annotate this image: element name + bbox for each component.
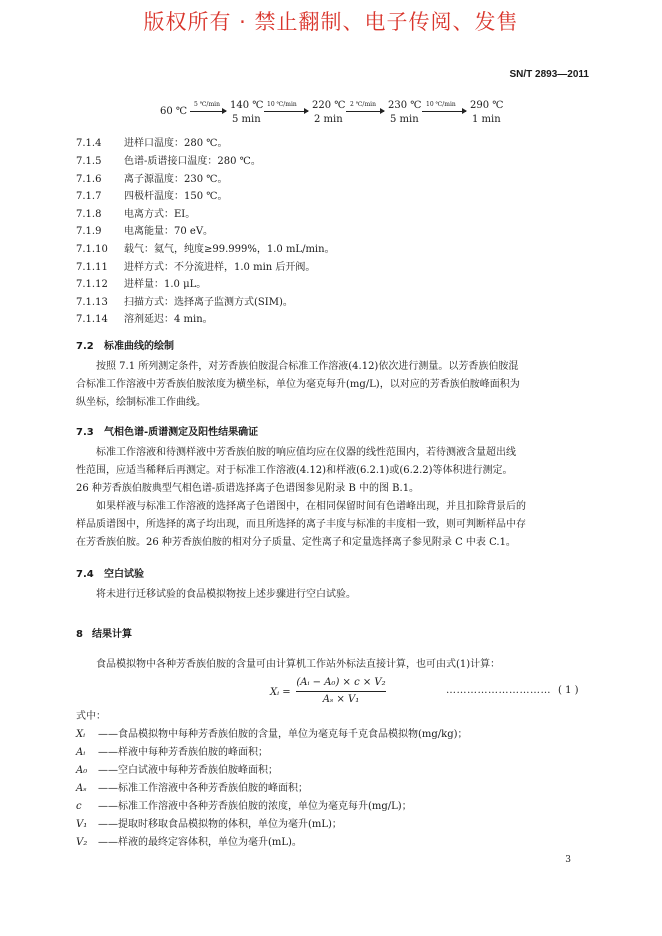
rate-3: 2 ℃/min xyxy=(350,101,376,108)
variable-description: ——空白试液中每种芳香族伯胺峰面积； xyxy=(98,765,278,776)
variable-symbol: V₁ xyxy=(76,819,88,830)
temp-4: 290 ℃ xyxy=(470,100,504,111)
condition-text: 载气：氦气，纯度≥99.999%，1.0 mL/min。 xyxy=(124,244,335,255)
variable-definition xyxy=(76,762,468,780)
rate-1: 5 ℃/min xyxy=(194,101,220,108)
paragraph-line: 食品模拟物中各种芳香族伯胺的含量可由计算机工作站外标法直接计算，也可由式(1)计算： xyxy=(96,659,501,670)
variable-definition xyxy=(76,798,468,816)
paragraph-7-4 xyxy=(76,586,588,604)
variable-symbol: Aᵢ xyxy=(76,747,86,758)
condition-number: 7.1.7 xyxy=(76,191,102,202)
section-title: 空白试验 xyxy=(104,569,144,580)
condition-row xyxy=(76,170,227,185)
formula-denominator: Aₛ × V₁ xyxy=(322,694,360,705)
condition-number: 7.1.8 xyxy=(76,209,102,220)
section-title: 结果计算 xyxy=(92,629,132,640)
where-label: 式中： xyxy=(76,711,106,722)
paragraph-line: 将未进行迁移试验的食品模拟物按上述步骤进行空白试验。 xyxy=(96,589,356,600)
condition-row xyxy=(76,152,261,167)
condition-text: 电离能量：70 eV。 xyxy=(124,226,214,237)
paragraph-line: 性范围，应适当稀释后再测定。对于标准工作溶液(4.12)和样液(6.2.1)或(6.2.2)等体积进行测定。 xyxy=(76,465,513,476)
variable-description: ——标准工作溶液中各种芳香族伯胺的浓度，单位为毫克每升(mg/L)； xyxy=(98,801,412,812)
hold-1: 5 min xyxy=(232,114,261,125)
copyright-watermark: 版权所有 · 禁止翻制、电子传阅、发售 xyxy=(143,10,519,34)
arrow-1 xyxy=(190,111,226,112)
condition-number: 7.1.10 xyxy=(76,244,108,255)
hold-3: 5 min xyxy=(390,114,419,125)
temp-3: 230 ℃ xyxy=(388,100,422,111)
variable-description: ——样液的最终定容体积，单位为毫升(mL)。 xyxy=(98,837,302,848)
arrow-2 xyxy=(264,111,308,112)
section-number: 7.4 xyxy=(76,569,94,580)
section-title: 气相色谱-质谱测定及阳性结果确证 xyxy=(104,427,259,438)
arrow-4 xyxy=(422,111,466,112)
section-title: 标准曲线的绘制 xyxy=(104,341,174,352)
paragraph-line: 按照 7.1 所列测定条件，对芳香族伯胺混合标准工作溶液(4.12)依次进行测量。以芳香族伯胺混 xyxy=(96,361,519,372)
condition-number: 7.1.5 xyxy=(76,156,102,167)
condition-number: 7.1.13 xyxy=(76,297,108,308)
paragraph-line: 26 种芳香族伯胺典型气相色谱-质谱选择离子色谱图参见附录 B 中的图 B.1。 xyxy=(76,483,420,494)
paragraph-line: 如果样液与标准工作溶液的选择离子色谱图中，在相同保留时间有色谱峰出现，并且扣除背景后的 xyxy=(96,501,526,512)
paragraph-8-intro xyxy=(76,656,588,674)
variable-description: ——标准工作溶液中各种芳香族伯胺的峰面积； xyxy=(98,783,308,794)
variable-description: ——提取时移取食品模拟物的体积，单位为毫升(mL)； xyxy=(98,819,342,830)
condition-text: 进样方式：不分流进样，1.0 min 后开阀。 xyxy=(124,262,316,273)
section-number: 7.3 xyxy=(76,427,94,438)
arrow-3 xyxy=(346,111,384,112)
condition-row xyxy=(76,134,227,149)
temperature-program xyxy=(160,100,520,130)
section-heading-7-3 xyxy=(76,423,258,438)
standard-number: SN/T 2893—2011 xyxy=(509,69,589,80)
variable-definition xyxy=(76,816,468,834)
condition-row xyxy=(76,293,293,308)
paragraph-7-3 xyxy=(76,444,588,552)
condition-number: 7.1.9 xyxy=(76,226,102,237)
variable-symbol: Aₛ xyxy=(76,783,87,794)
condition-number: 7.1.6 xyxy=(76,174,102,185)
condition-row xyxy=(76,258,315,273)
rate-2: 10 ℃/min xyxy=(267,101,297,108)
variable-description: ——食品模拟物中每种芳香族伯胺的含量，单位为毫克每千克食品模拟物(mg/kg)； xyxy=(98,729,468,740)
condition-row xyxy=(76,310,213,325)
page-number: 3 xyxy=(565,855,571,865)
condition-row xyxy=(76,275,206,290)
temp-start: 60 ℃ xyxy=(160,106,188,117)
variable-definitions xyxy=(76,708,468,852)
condition-number: 7.1.14 xyxy=(76,314,108,325)
condition-text: 进样量：1.0 μL。 xyxy=(124,279,207,290)
paragraph-line: 样品质谱图中，所选择的离子均出现，而且所选择的离子丰度与标准的丰度相一致，则可判断样品中存 xyxy=(76,519,526,530)
paragraph-line: 纵坐标，绘制标准工作曲线。 xyxy=(76,397,206,408)
hold-4: 1 min xyxy=(472,114,501,125)
section-heading-7-4 xyxy=(76,565,144,580)
variable-definition xyxy=(76,726,468,744)
section-heading-7-2 xyxy=(76,337,174,352)
condition-text: 离子源温度：230 ℃。 xyxy=(124,174,228,185)
paragraph-line: 合标准工作溶液中芳香族伯胺浓度为横坐标，单位为毫克每升(mg/L)，以对应的芳香族伯胺峰面积为 xyxy=(76,379,520,390)
formula-lhs: Xᵢ = xyxy=(270,687,291,698)
formula-numerator: (Aᵢ − A₀) × c × V₂ xyxy=(296,677,386,688)
condition-text: 电离方式：EI。 xyxy=(124,209,196,220)
condition-number: 7.1.12 xyxy=(76,279,108,290)
paragraph-7-2 xyxy=(76,358,588,412)
variable-description: ——样液中每种芳香族伯胺的峰面积； xyxy=(98,747,268,758)
condition-row xyxy=(76,187,227,202)
condition-text: 进样口温度：280 ℃。 xyxy=(124,138,228,149)
hold-2: 2 min xyxy=(314,114,343,125)
section-number: 7.2 xyxy=(76,341,94,352)
condition-text: 四极杆温度：150 ℃。 xyxy=(124,191,228,202)
paragraph-line: 在芳香族伯胺。26 种芳香族伯胺的相对分子质量、定性离子和定量选择离子参见附录 C 中表 C.1。 xyxy=(76,537,516,548)
formula-leader-dots: ………………………… xyxy=(446,685,551,696)
paragraph-line: 标准工作溶液和待测样液中芳香族伯胺的响应值均应在仪器的线性范围内，若待测液含量超出线 xyxy=(96,447,516,458)
fraction-bar xyxy=(296,691,386,692)
section-heading-8 xyxy=(76,625,132,640)
equation-number: ( 1 ) xyxy=(558,685,579,696)
condition-text: 扫描方式：选择离子监测方式(SIM)。 xyxy=(124,297,293,308)
rate-4: 10 ℃/min xyxy=(426,101,456,108)
variable-definition xyxy=(76,834,468,852)
condition-row xyxy=(76,205,195,220)
variable-symbol: Xᵢ xyxy=(76,729,86,740)
temp-1: 140 ℃ xyxy=(230,100,264,111)
section-number: 8 xyxy=(76,629,83,640)
condition-row xyxy=(76,240,335,255)
condition-text: 色谱-质谱接口温度：280 ℃。 xyxy=(124,156,261,167)
temp-2: 220 ℃ xyxy=(312,100,346,111)
variable-symbol: c xyxy=(76,801,82,812)
condition-number: 7.1.11 xyxy=(76,262,108,273)
variable-symbol: V₂ xyxy=(76,837,88,848)
condition-text: 溶剂延迟：4 min。 xyxy=(124,314,213,325)
condition-number: 7.1.4 xyxy=(76,138,102,149)
variable-definition xyxy=(76,780,468,798)
variable-definition xyxy=(76,744,468,762)
condition-row xyxy=(76,222,213,237)
variable-symbol: A₀ xyxy=(76,765,88,776)
